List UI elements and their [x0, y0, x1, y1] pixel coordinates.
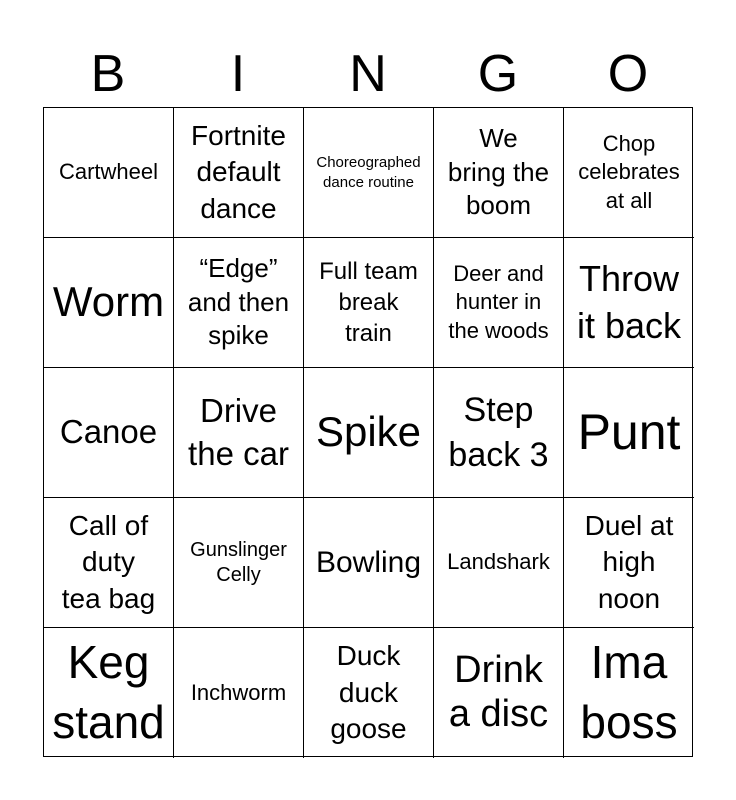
- cell-label: Ima boss: [580, 636, 678, 748]
- cell-label: Spike: [315, 408, 422, 456]
- bingo-cell-r2c5[interactable]: [564, 238, 694, 368]
- cell-label: Cartwheel: [58, 159, 159, 185]
- cell-label: Worm: [52, 278, 165, 326]
- bingo-cell-r4c3[interactable]: [304, 498, 434, 628]
- bingo-cell-r5c4[interactable]: [434, 628, 564, 758]
- cell-label: Choreographed dance routine: [316, 154, 421, 191]
- cell-label: Drink a disc: [448, 649, 549, 735]
- bingo-cell-r3c2[interactable]: [174, 368, 304, 498]
- cell-label: We bring the boom: [447, 122, 550, 221]
- cell-label: Duel at high noon: [584, 509, 674, 614]
- cell-label: Deer and hunter in the woods: [448, 260, 549, 343]
- bingo-cell-r4c4[interactable]: [434, 498, 564, 628]
- bingo-cell-r4c5[interactable]: [564, 498, 694, 628]
- bingo-board: [43, 107, 693, 757]
- cell-label: Bowling: [315, 546, 422, 579]
- cell-label: Canoe: [59, 413, 158, 451]
- header-letter-i: I: [230, 45, 246, 103]
- header-letter-o: O: [607, 45, 649, 103]
- bingo-cell-r3c1[interactable]: [44, 368, 174, 498]
- bingo-cell-r4c1[interactable]: [44, 498, 174, 628]
- cell-label: Step back 3: [448, 391, 549, 474]
- bingo-cell-r2c4[interactable]: [434, 238, 564, 368]
- bingo-cell-r2c2[interactable]: [174, 238, 304, 368]
- cell-label: Full team break train: [319, 257, 418, 348]
- cell-label: Drive the car: [188, 391, 289, 472]
- header-letter-n: N: [349, 45, 387, 103]
- bingo-header: [43, 44, 693, 104]
- bingo-cell-r5c1[interactable]: [44, 628, 174, 758]
- bingo-cell-r1c2[interactable]: [174, 108, 304, 238]
- bingo-cell-r1c3[interactable]: [304, 108, 434, 238]
- cell-label: Gunslinger Celly: [190, 538, 287, 586]
- bingo-cell-r1c5[interactable]: [564, 108, 694, 238]
- cell-label: Landshark: [447, 549, 550, 575]
- bingo-cell-r1c4[interactable]: [434, 108, 564, 238]
- bingo-cell-r2c1[interactable]: [44, 238, 174, 368]
- bingo-cell-r1c1[interactable]: [44, 108, 174, 238]
- cell-label: Throw it back: [576, 257, 682, 346]
- bingo-cell-r4c2[interactable]: [174, 498, 304, 628]
- cell-label: Inchworm: [190, 679, 287, 705]
- bingo-cell-r2c3[interactable]: [304, 238, 434, 368]
- cell-label: Duck duck goose: [330, 640, 407, 745]
- bingo-cell-r3c4[interactable]: [434, 368, 564, 498]
- cell-label: “Edge” and then spike: [187, 252, 290, 351]
- bingo-cell-r3c5[interactable]: [564, 368, 694, 498]
- cell-label: Call of duty tea bag: [61, 509, 156, 614]
- cell-label: Fortnite default dance: [191, 119, 286, 224]
- cell-label: Punt: [577, 404, 681, 460]
- bingo-cell-r5c2[interactable]: [174, 628, 304, 758]
- bingo-cell-r3c3[interactable]: [304, 368, 434, 498]
- bingo-cell-r5c3[interactable]: [304, 628, 434, 758]
- bingo-cell-r5c5[interactable]: [564, 628, 694, 758]
- cell-label: Keg stand: [52, 636, 165, 748]
- cell-label: Chop celebrates at all: [578, 130, 680, 213]
- header-letter-b: B: [90, 45, 126, 103]
- header-letter-g: G: [477, 45, 519, 103]
